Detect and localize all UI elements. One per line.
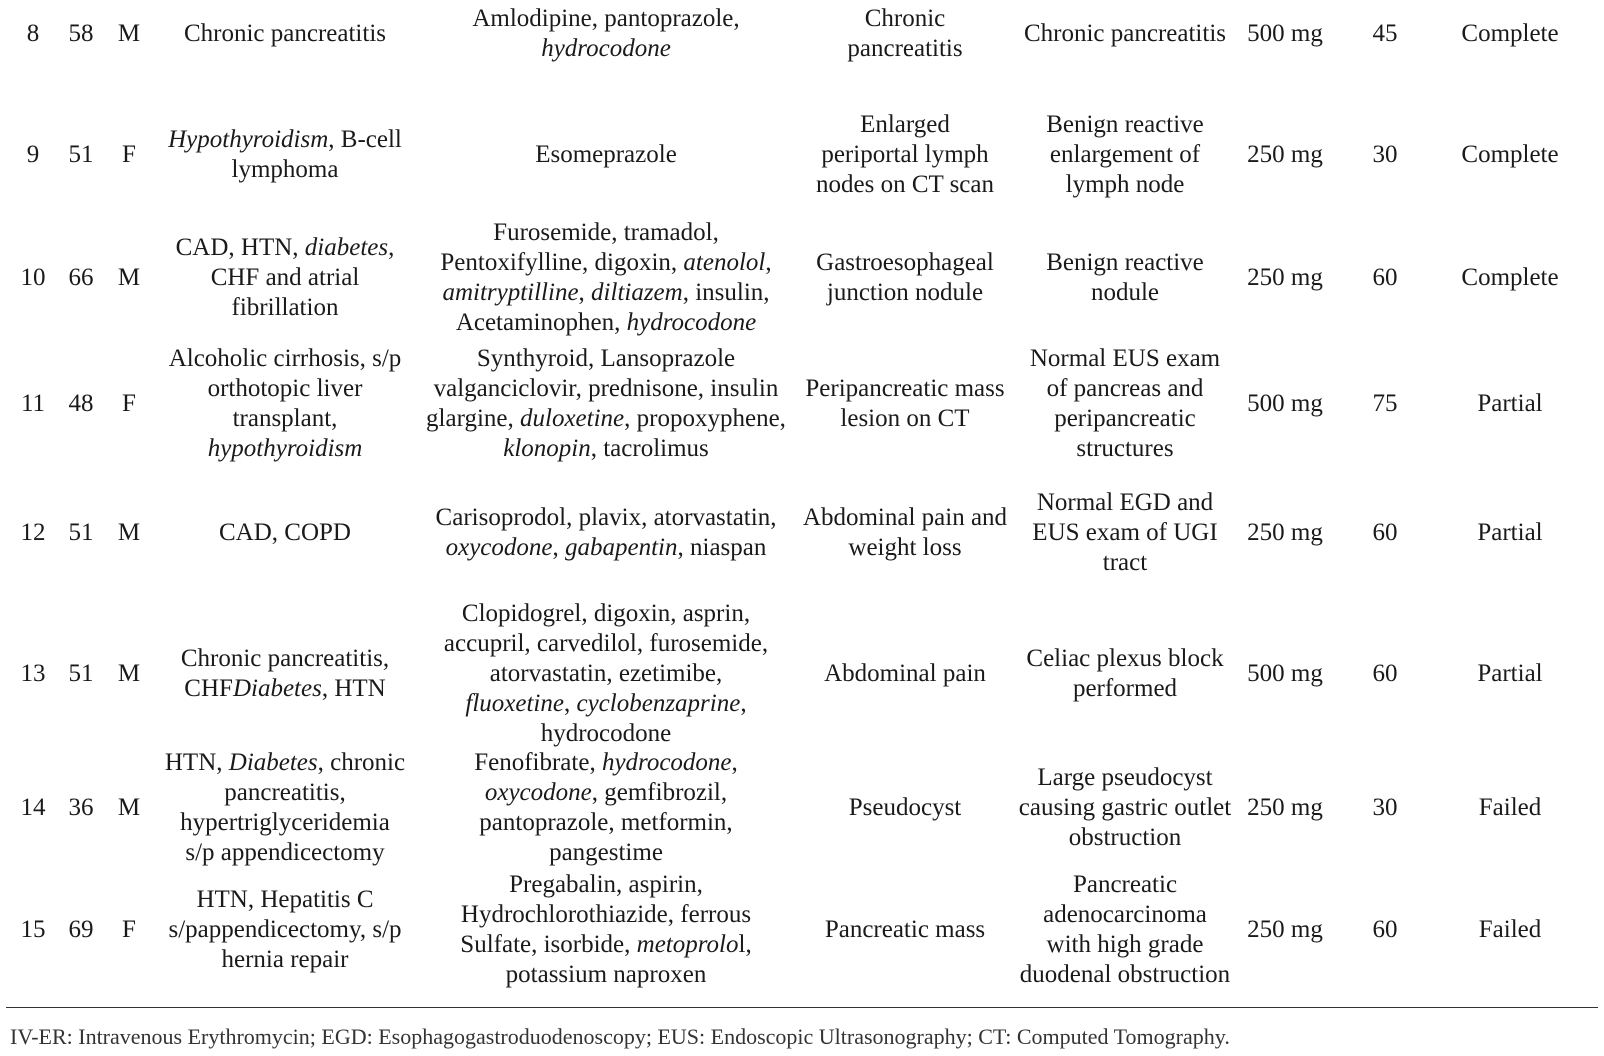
cell-comorbidities (155, 746, 415, 870)
cell-outcome: Failed (1478, 916, 1542, 943)
indication-line: Abdominal pain (824, 659, 986, 687)
cell-outcome: Complete (1461, 20, 1559, 47)
medications-line: Synthyroid, Lansoprazole (476, 344, 736, 372)
cell-duration: 60 (1372, 518, 1398, 546)
cell-age: 51 (68, 141, 94, 168)
comorbidities-line: lymphoma (231, 156, 339, 183)
comorbidities-line: CAD, COPD (219, 518, 351, 546)
cell-no: 13 (20, 659, 46, 687)
findings-line: adenocarcinoma (1043, 901, 1207, 928)
findings-line: EUS exam of UGI (1032, 518, 1218, 546)
cell-indication (795, 96, 1015, 214)
cell-comorbidities (155, 96, 415, 214)
cell-medications (418, 597, 794, 750)
cell-duration: 45 (1372, 20, 1398, 47)
medications-line: Pentoxifylline, digoxin, atenolol, (440, 249, 772, 276)
cell-duration: 30 (1372, 141, 1398, 168)
cell-indication (795, 341, 1015, 466)
indication-line: lesion on CT (840, 404, 970, 432)
cell-sex: F (122, 141, 136, 168)
cell-duration: 60 (1372, 659, 1398, 687)
comorbidities-line: orthotopic liver (207, 374, 363, 402)
comorbidities-line: CHF and atrial (210, 264, 360, 291)
medications-line: Acetaminophen, hydrocodone (455, 309, 757, 336)
cell-outcome: Failed (1478, 794, 1542, 821)
cell-sex: F (122, 916, 136, 943)
comorbidities-line: Chronic pancreatitis, (180, 644, 390, 672)
cell-medications (418, 746, 794, 870)
indication-line: Pancreatic mass (824, 916, 986, 943)
medications-line: oxycodone, gemfibrozil, (484, 779, 728, 806)
cell-no: 10 (20, 264, 46, 291)
cell-sex: M (117, 20, 141, 47)
comorbidities-line: hernia repair (221, 946, 349, 973)
medications-line: Furosemide, tramadol, (493, 219, 719, 246)
findings-line: nodule (1090, 279, 1160, 306)
indication-line: Abdominal pain and (802, 503, 1008, 531)
cell-sex: M (117, 794, 141, 821)
cell-sex: M (117, 264, 141, 291)
comorbidities-line: pancreatitis, (224, 779, 346, 806)
comorbidities-line: HTN, Diabetes, chronic (164, 749, 406, 776)
medications-line: Fenofibrate, hydrocodone, (474, 749, 738, 776)
medications-line: atorvastatin, ezetimibe, (489, 659, 723, 687)
medications-line: Amlodipine, pantoprazole, (472, 5, 740, 32)
findings-line: peripancreatic (1054, 404, 1196, 432)
cell-medications (418, 870, 794, 990)
cell-indication (795, 217, 1015, 339)
cell-dose: 250 mg (1247, 264, 1323, 291)
comorbidities-line: transplant, (232, 404, 338, 432)
cell-medications (418, 475, 794, 590)
cell-comorbidities (155, 597, 415, 750)
table-row (0, 217, 1604, 339)
cell-outcome: Partial (1477, 518, 1543, 546)
table-row (0, 475, 1604, 590)
cell-dose: 250 mg (1247, 916, 1323, 943)
cell-duration: 75 (1372, 389, 1398, 417)
cell-comorbidities (155, 217, 415, 339)
cell-outcome: Complete (1461, 264, 1559, 291)
findings-line: with high grade (1046, 931, 1204, 958)
cell-findings (1013, 341, 1237, 466)
table-row (0, 870, 1604, 990)
cell-sex: M (117, 659, 141, 687)
cell-dose: 500 mg (1247, 659, 1323, 687)
cell-outcome: Complete (1461, 141, 1559, 168)
findings-line: duodenal obstruction (1019, 961, 1231, 988)
cell-indication (795, 597, 1015, 750)
medications-line: hydrocodone (541, 35, 671, 62)
findings-line: tract (1102, 548, 1148, 576)
medications-line: Sulfate, isorbide, metoprolol, (460, 931, 752, 958)
findings-line: of pancreas and (1046, 374, 1204, 402)
comorbidities-line: fibrillation (231, 294, 339, 321)
cell-indication (795, 746, 1015, 870)
medications-line: Carisoprodol, plavix, atorvastatin, (435, 503, 777, 531)
cell-duration: 60 (1372, 264, 1398, 291)
cell-comorbidities (155, 6, 415, 62)
cell-findings (1013, 6, 1237, 62)
medications-line: Clopidogrel, digoxin, asprin, (461, 599, 751, 627)
findings-line: enlargement of (1049, 141, 1201, 168)
cell-no: 12 (20, 518, 46, 546)
cell-findings (1013, 96, 1237, 214)
table-row (0, 597, 1604, 750)
cell-age: 48 (68, 389, 94, 417)
cell-duration: 60 (1372, 916, 1398, 943)
cell-dose: 250 mg (1247, 794, 1323, 821)
indication-line: nodes on CT scan (816, 171, 994, 198)
comorbidities-line: Alcoholic cirrhosis, s/p (168, 344, 402, 372)
findings-line: causing gastric outlet (1018, 794, 1232, 821)
medications-line: Hydrochlorothiazide, ferrous (460, 901, 752, 928)
cell-age: 36 (68, 794, 94, 821)
cell-no: 11 (20, 389, 46, 417)
cell-indication (795, 475, 1015, 590)
cell-findings (1013, 217, 1237, 339)
cell-findings (1013, 746, 1237, 870)
indication-line: Enlarged (860, 111, 950, 138)
indication-line: periportal lymph (821, 141, 989, 168)
cell-age: 69 (68, 916, 94, 943)
table-row (0, 96, 1604, 214)
medications-line: Esomeprazole (535, 141, 677, 168)
indication-line: Pseudocyst (848, 794, 962, 821)
cell-no: 14 (20, 794, 46, 821)
cell-dose: 500 mg (1247, 20, 1323, 47)
cell-comorbidities (155, 870, 415, 990)
cell-outcome: Partial (1477, 659, 1543, 687)
findings-line: Celiac plexus block (1026, 644, 1224, 672)
cell-medications (418, 6, 794, 62)
cell-age: 51 (68, 518, 94, 546)
findings-line: Benign reactive (1046, 249, 1204, 276)
table-bottom-rule (6, 1007, 1598, 1008)
medications-line: oxycodone, gabapentin, niaspan (445, 533, 767, 561)
medications-line: pangestime (549, 839, 663, 866)
medications-line: hydrocodone (540, 719, 672, 747)
cell-sex: M (117, 518, 141, 546)
medications-line: amitryptilline, diltiazem, insulin, (442, 279, 770, 306)
findings-line: Pancreatic (1072, 871, 1178, 898)
cell-no: 15 (20, 916, 46, 943)
cell-sex: F (122, 389, 136, 417)
cell-dose: 500 mg (1247, 389, 1323, 417)
findings-line: obstruction (1068, 824, 1182, 851)
findings-line: Normal EUS exam (1029, 344, 1221, 372)
table-row (0, 746, 1604, 870)
medications-line: glargine, duloxetine, propoxyphene, (426, 404, 786, 432)
cell-age: 58 (68, 20, 94, 47)
medications-line: Pregabalin, aspirin, (509, 871, 703, 898)
findings-line: Chronic pancreatitis (1023, 20, 1226, 47)
comorbidities-line: s/p appendicectomy (185, 839, 385, 866)
table-footnote: IV-ER: Intravenous Erythromycin; EGD: Esophagogastroduodenoscopy; EUS: Endoscopic Ultrasonography; CT: Computed Tomography. (10, 1024, 1230, 1049)
indication-line: junction nodule (826, 279, 984, 306)
comorbidities-line: CAD, HTN, diabetes, (175, 234, 395, 261)
indication-line: Peripancreatic mass (805, 374, 1005, 402)
cell-indication (795, 6, 1015, 62)
indication-line: weight loss (848, 533, 962, 561)
comorbidities-line: HTN, Hepatitis C (196, 886, 374, 913)
cell-medications (418, 217, 794, 339)
cell-no: 9 (26, 141, 40, 168)
cell-findings (1013, 475, 1237, 590)
indication-line: pancreatitis (847, 35, 963, 62)
cell-age: 51 (68, 659, 94, 687)
findings-line: performed (1072, 674, 1178, 702)
comorbidities-line: CHFDiabetes, HTN (184, 674, 386, 702)
medications-line: fluoxetine, cyclobenzaprine, (465, 689, 747, 717)
indication-line: Gastroesophageal (816, 249, 994, 276)
medications-line: accupril, carvedilol, furosemide, (443, 629, 769, 657)
findings-line: Benign reactive (1046, 111, 1204, 138)
medications-line: pantoprazole, metformin, (479, 809, 733, 836)
table-row (0, 341, 1604, 466)
cell-age: 66 (68, 264, 94, 291)
medications-line: valganciclovir, prednisone, insulin (433, 374, 779, 402)
cell-no: 8 (26, 20, 40, 47)
cell-medications (418, 96, 794, 214)
cell-outcome: Partial (1477, 389, 1543, 417)
comorbidities-line: Hypothyroidism, B-cell (168, 126, 402, 153)
comorbidities-line: hypertriglyceridemia (180, 809, 390, 836)
findings-line: lymph node (1065, 171, 1185, 198)
findings-line: structures (1076, 434, 1174, 462)
table-row (0, 6, 1604, 62)
comorbidities-line: Chronic pancreatitis (183, 20, 386, 47)
cell-findings (1013, 597, 1237, 750)
cell-comorbidities (155, 475, 415, 590)
cell-dose: 250 mg (1247, 518, 1323, 546)
cell-medications (418, 341, 794, 466)
cell-dose: 250 mg (1247, 141, 1323, 168)
comorbidities-line: hypothyroidism (207, 434, 363, 462)
findings-line: Normal EGD and (1036, 488, 1214, 516)
cell-duration: 30 (1372, 794, 1398, 821)
findings-line: Large pseudocyst (1037, 764, 1213, 791)
cell-indication (795, 870, 1015, 990)
indication-line: Chronic (864, 5, 946, 32)
medications-line: potassium naproxen (505, 961, 707, 988)
cell-findings (1013, 870, 1237, 990)
comorbidities-line: s/pappendicectomy, s/p (168, 916, 402, 943)
medications-line: klonopin, tacrolimus (503, 434, 709, 462)
cell-comorbidities (155, 341, 415, 466)
